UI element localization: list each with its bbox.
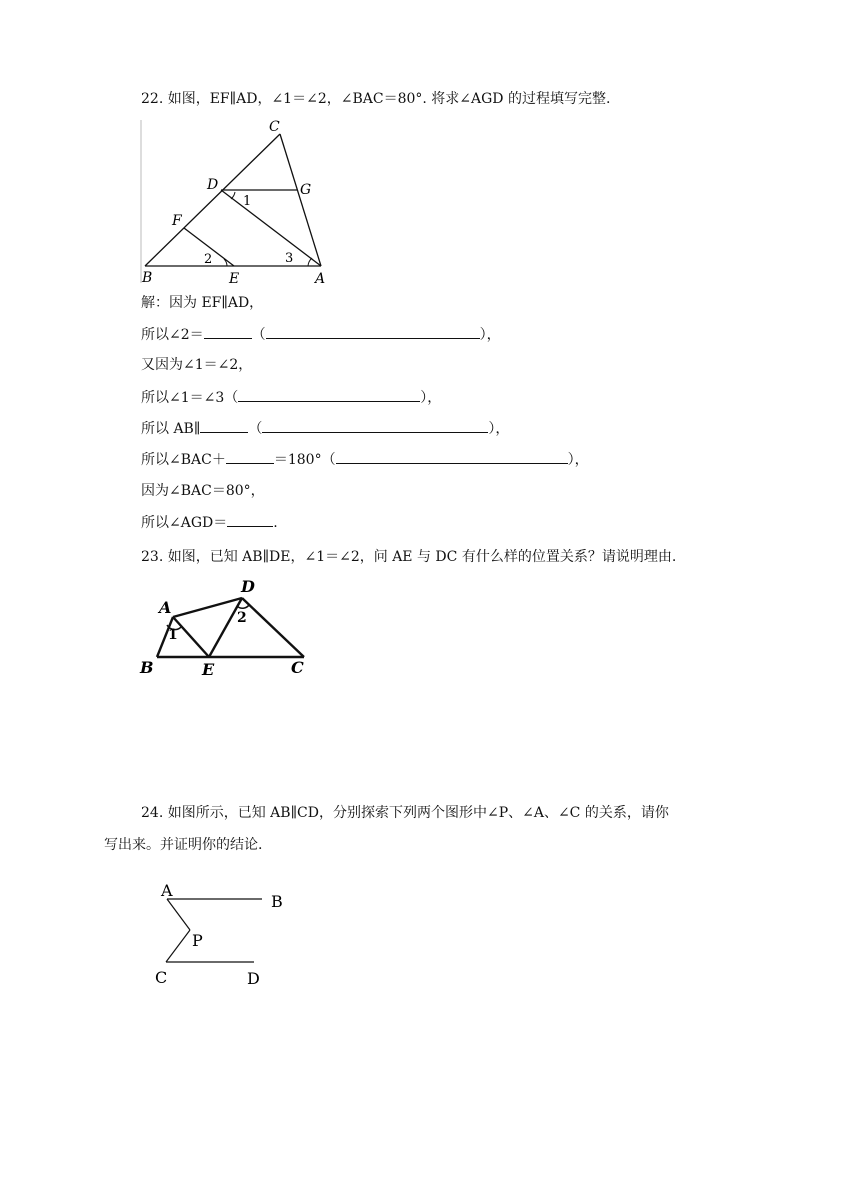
- reason-blank[interactable]: [336, 449, 568, 464]
- q23-figure: [136, 575, 336, 679]
- label-2: 2: [204, 252, 213, 267]
- segment-ae: [173, 617, 209, 657]
- segment-da: [221, 190, 321, 266]
- text: ），: [479, 327, 501, 343]
- label-3: 3: [285, 251, 294, 266]
- solution-line-8: [141, 512, 278, 533]
- label-1: 1: [168, 627, 178, 643]
- text: （: [251, 327, 266, 343]
- label-d: D: [207, 177, 219, 193]
- text: 所以∠2＝: [141, 327, 204, 343]
- text: ＝180°（: [273, 452, 336, 468]
- segment-pc: [166, 930, 190, 962]
- text: ），: [567, 452, 589, 468]
- label-b: B: [140, 658, 154, 677]
- label-b: B: [271, 892, 283, 911]
- reason-blank[interactable]: [262, 418, 488, 433]
- reason-blank[interactable]: [266, 324, 480, 339]
- solution-line-3: 又因为∠1＝∠2，: [141, 357, 253, 373]
- text: 所以 AB∥: [141, 421, 201, 437]
- label-a: A: [159, 598, 172, 617]
- label-f: F: [172, 213, 182, 229]
- text: 所以∠AGD＝: [141, 515, 228, 531]
- q24-line-1: 24. 如图所示，已知 AB∥CD，分别探索下列两个图形中∠P、∠A、∠C 的关系，请你: [141, 805, 669, 821]
- segment-ca: [280, 134, 321, 266]
- solution-line-4: [141, 387, 441, 408]
- answer-blank[interactable]: [227, 512, 273, 527]
- text: ），: [420, 390, 442, 406]
- label-c: C: [269, 119, 280, 135]
- label-c: C: [291, 658, 304, 677]
- q24-figure: [150, 880, 310, 990]
- reason-blank[interactable]: [238, 387, 420, 402]
- solution-line-7: 因为∠BAC＝80°，: [141, 483, 265, 499]
- label-a: A: [161, 881, 173, 900]
- text: ），: [488, 421, 510, 437]
- text: 所以∠BAC＋: [141, 452, 226, 468]
- label-1: 1: [243, 194, 252, 209]
- label-d: D: [241, 577, 255, 596]
- segment-dc: [242, 598, 304, 657]
- solution-line-6: [141, 449, 589, 470]
- label-p: P: [192, 931, 203, 950]
- label-c: C: [155, 968, 168, 987]
- answer-blank[interactable]: [200, 418, 248, 433]
- text: 所以∠1＝∠3（: [141, 390, 239, 406]
- answer-blank[interactable]: [226, 449, 274, 464]
- label-a: A: [315, 271, 326, 287]
- label-d: D: [247, 969, 260, 988]
- segment-ap: [167, 899, 190, 930]
- q22-figure: [138, 118, 338, 290]
- label-g: G: [300, 182, 312, 198]
- solution-line-1: 解：因为 EF∥AD，: [141, 295, 264, 311]
- answer-blank[interactable]: [204, 324, 252, 339]
- label-b: B: [142, 270, 153, 286]
- q24-line-2: 写出来。并证明你的结论.: [104, 837, 263, 853]
- solution-line-5: [141, 418, 509, 439]
- segment-bc: [145, 134, 280, 266]
- label-e: E: [202, 660, 215, 679]
- q22-title: 22. 如图，EF∥AD，∠1＝∠2，∠BAC＝80°. 将求∠AGD 的过程填写完整.: [141, 91, 611, 107]
- solution-line-2: [141, 324, 501, 345]
- q23-title: 23. 如图，已知 AB∥DE，∠1＝∠2，问 AE 与 DC 有什么样的位置关系？请说明理由.: [141, 549, 677, 565]
- label-e: E: [229, 271, 240, 287]
- text: （: [248, 421, 263, 437]
- text: .: [273, 515, 278, 531]
- label-2: 2: [237, 610, 247, 626]
